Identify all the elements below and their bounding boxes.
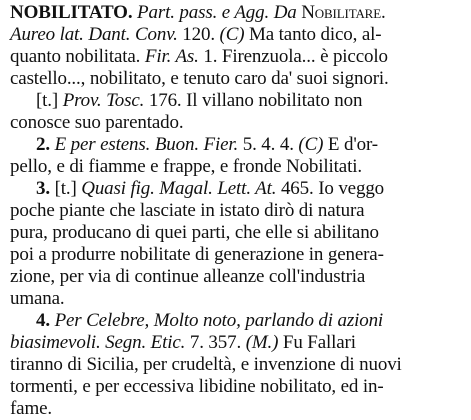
text-segment: 120. (177, 24, 220, 45)
text-segment: poi a produrre nobilitate di generazione in genera- (10, 244, 384, 265)
text-segment: E d'or- (323, 134, 378, 155)
entry-line (36, 134, 378, 156)
text-segment: [t.] (36, 90, 63, 111)
text-segment: 4. (36, 310, 55, 331)
entry-line (10, 354, 402, 376)
text-segment: Prov. Tosc. (62, 90, 145, 111)
text-segment: zione, per via di continue alleanze coll'industria (10, 266, 366, 287)
entry-line (10, 156, 362, 178)
entry-line (10, 46, 388, 68)
text-segment: pura, producano di quei parti, che elle si abilitano (10, 222, 379, 243)
headword: NOBILITATO. (10, 2, 133, 23)
text-segment: Part. pass. e Agg. Da (137, 2, 302, 23)
text-segment: E per estens. Buon. Fier. (54, 134, 239, 155)
text-segment: umana. (10, 288, 65, 309)
text-segment: Fu Fallari (278, 332, 356, 353)
text-segment: 1. Firenzuola... è piccolo (198, 46, 388, 67)
text-segment: Aureo lat. Dant. Conv. (10, 24, 178, 45)
text-segment: 5. 4. 4. (238, 134, 299, 155)
entry-line (36, 178, 384, 200)
text-segment: (C) (298, 134, 324, 155)
entry-line (10, 112, 183, 134)
text-segment: Per Celebre, Molto noto, parlando di azioni (54, 310, 384, 331)
text-segment: biasimevoli. Segn. Etic. (10, 332, 186, 353)
text-segment: castello..., nobilitato, e tenuto caro da' suoi signori. (10, 68, 389, 89)
entry-line (10, 68, 389, 90)
text-segment: Nobilitare. (301, 2, 386, 23)
entry-line (36, 90, 362, 112)
entry-line (10, 376, 384, 398)
text-segment: 465. Io veggo (276, 178, 385, 199)
text-segment: 7. 357. (185, 332, 246, 353)
text-segment: [t.] (54, 178, 82, 199)
text-segment: quanto nobilitata. (10, 46, 145, 67)
text-segment: conosce suo parentado. (10, 112, 184, 133)
entry-line (10, 24, 381, 46)
text-segment: fame. (10, 398, 52, 419)
entry-line (36, 310, 383, 332)
entry-line (10, 332, 356, 354)
text-segment: 2. (36, 134, 55, 155)
entry-line (10, 2, 386, 24)
entry-line (10, 398, 52, 420)
text-segment: pello, e di fiamme e frappe, e fronde Nobilitati. (10, 156, 362, 177)
entry-line (10, 244, 384, 266)
text-segment: Quasi fig. Magal. Lett. At. (81, 178, 277, 199)
text-segment: tormenti, e per eccessiva libidine nobilitato, ed in- (10, 376, 384, 397)
entry-line (10, 266, 365, 288)
text-segment: (C) (219, 24, 245, 45)
text-segment: (M.) (245, 332, 279, 353)
text-segment: 176. Il villano nobilitato non (144, 90, 363, 111)
entry-line (10, 200, 364, 222)
entry-line (10, 288, 65, 310)
text-segment: 3. (36, 178, 55, 199)
text-segment: poche piante che lasciate in istato dirò di natura (10, 200, 365, 221)
text-segment: Ma tanto dico, al- (244, 24, 382, 45)
text-segment: tiranno di Sicilia, per crudeltà, e invenzione di nuovi (10, 354, 402, 375)
text-segment: Fir. As. (144, 46, 199, 67)
entry-line (10, 222, 379, 244)
